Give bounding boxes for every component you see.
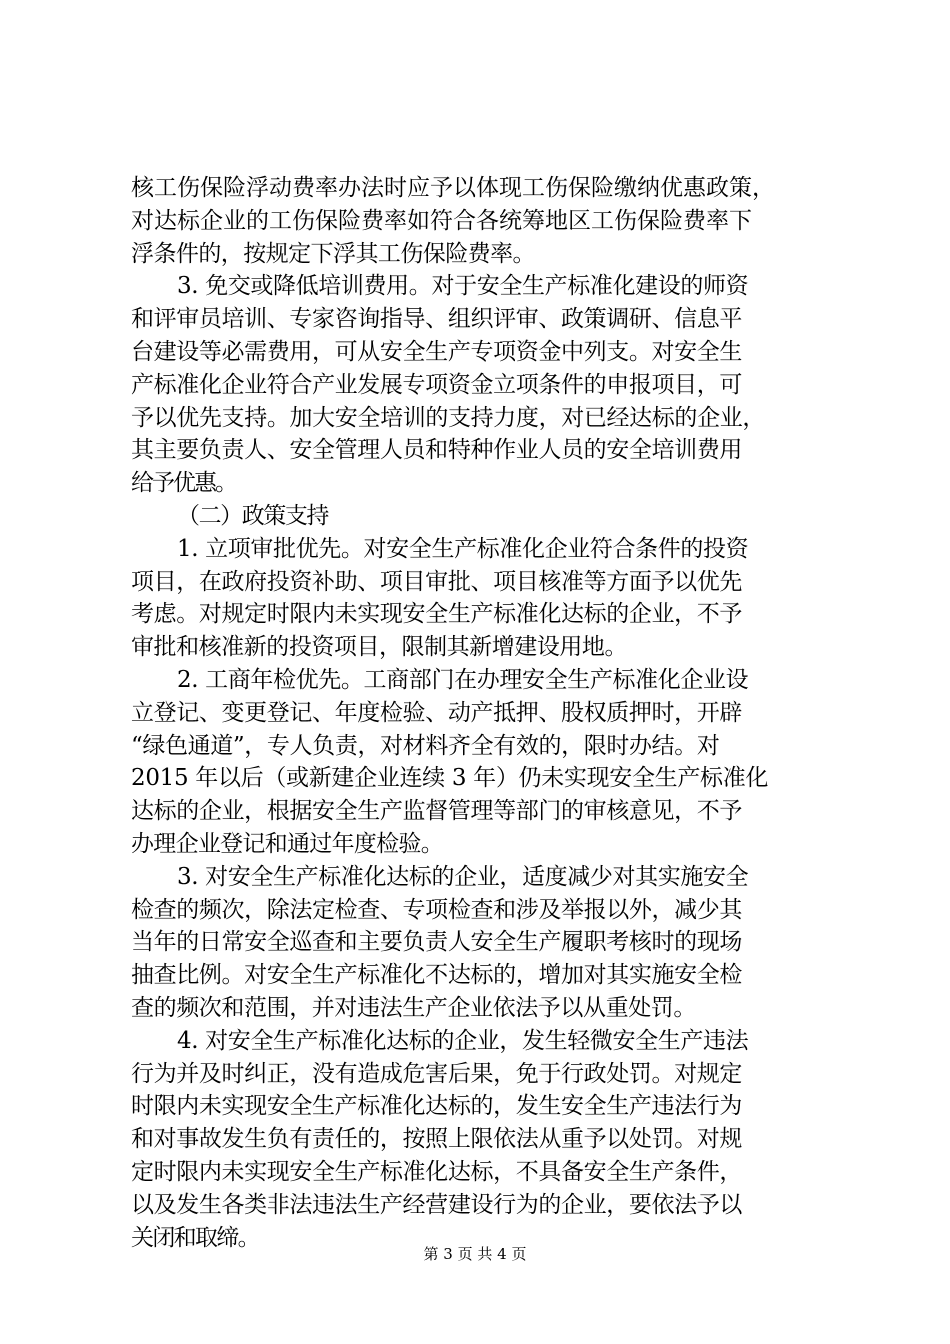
text-line: 予以优先支持。加大安全培训的支持力度，对已经达标的企业， <box>131 404 766 431</box>
paragraph-first-line: 3. 对安全生产标准化达标的企业，适度减少对其实施安全 <box>177 863 749 890</box>
text-line: 达标的企业，根据安全生产监督管理等部门的审核意见，不予 <box>131 798 743 825</box>
text-line: 检查的频次，除法定检查、专项检查和涉及举报以外，减少其 <box>131 896 743 923</box>
paragraph-first-line: 3. 免交或降低培训费用。对于安全生产标准化建设的师资 <box>177 273 749 300</box>
text-line: 考虑。对规定时限内未实现安全生产标准化达标的企业，不予 <box>131 601 743 628</box>
text-line: 定时限内未实现安全生产标准化达标，不具备安全生产条件， <box>131 1158 743 1185</box>
text-line: “绿色通道”，专人负责，对材料齐全有效的，限时办结。对 <box>131 732 720 759</box>
text-line: 其主要负责人、安全管理人员和特种作业人员的安全培训费用 <box>131 437 743 464</box>
text-line: 当年的日常安全巡查和主要负责人安全生产履职考核时的现场 <box>131 929 743 956</box>
paragraph-first-line: 1. 立项审批优先。对安全生产标准化企业符合条件的投资 <box>177 535 749 562</box>
text-line: 对达标企业的工伤保险费率如符合各统筹地区工伤保险费率下 <box>131 207 752 234</box>
text-line: 时限内未实现安全生产标准化达标的，发生安全生产违法行为 <box>131 1093 743 1120</box>
text-line: 2015 年以后（或新建企业连续 3 年）仍未实现安全生产标准化 <box>131 765 769 792</box>
paragraph-first-line: 2. 工商年检优先。工商部门在办理安全生产标准化企业设 <box>177 666 749 693</box>
text-line: 查的频次和范围，并对违法生产企业依法予以从重处罚。 <box>131 994 697 1021</box>
text-line: 办理企业登记和通过年度检验。 <box>131 830 444 857</box>
text-line: 和评审员培训、专家咨询指导、组织评审、政策调研、信息平 <box>131 306 743 333</box>
text-line: 给予优惠。 <box>131 470 236 497</box>
text-line: 立登记、变更登记、年度检验、动产抵押、股权质押时，开辟 <box>131 699 743 726</box>
text-line: 以及发生各类非法违法生产经营建设行为的企业，要依法予以 <box>131 1191 743 1218</box>
text-line: 和对事故发生负有责任的，按照上限依法从重予以处罚。对规 <box>131 1126 743 1153</box>
text-line: 核工伤保险浮动费率办法时应予以体现工伤保险缴纳优惠政策， <box>131 175 775 201</box>
document-body <box>131 172 831 1254</box>
text-line: 审批和核准新的投资项目，限制其新增建设用地。 <box>131 634 628 661</box>
text-line: 产标准化企业符合产业发展专项资金立项条件的申报项目，可 <box>131 371 743 398</box>
text-line: 项目，在政府投资补助、项目审批、项目核准等方面予以优先 <box>131 568 743 595</box>
text-line: 浮条件的，按规定下浮其工伤保险费率。 <box>131 240 536 267</box>
section-heading: （二）政策支持 <box>177 502 329 529</box>
text-line: 台建设等必需费用，可从安全生产专项资金中列支。对安全生 <box>131 338 743 365</box>
paragraph-first-line: 4. 对安全生产标准化达标的企业，发生轻微安全生产违法 <box>177 1027 749 1054</box>
text-line: 关闭和取缔。 <box>131 1224 260 1251</box>
text-line: 抽查比例。对安全生产标准化不达标的，增加对其实施安全检 <box>131 962 743 989</box>
page-number-footer: 第 3 页 共 4 页 <box>423 1245 527 1263</box>
text-line: 行为并及时纠正，没有造成危害后果，免于行政处罚。对规定 <box>131 1060 743 1087</box>
